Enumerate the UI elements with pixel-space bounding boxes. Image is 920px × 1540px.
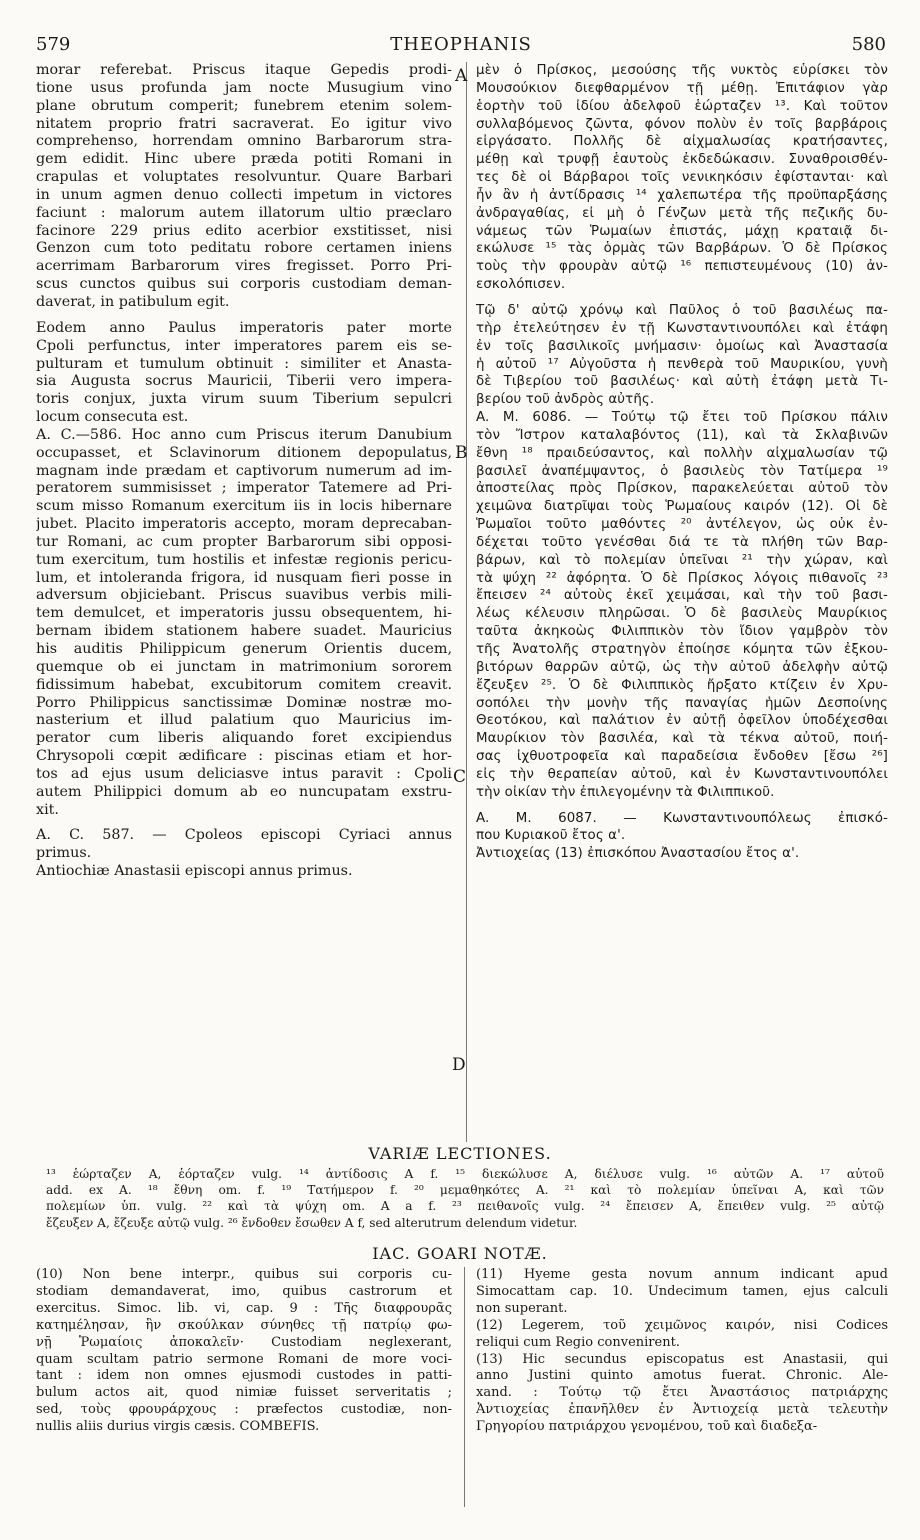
latin-text-line: scum misso Romanum exercitum iis in locis hibernare xyxy=(36,498,452,515)
latin-text-line: scus cunctos quibus sui corporis custodiam deman- xyxy=(36,276,452,293)
greek-text-line: εκώλυσε ¹⁵ τὰς ὁρμὰς τῶν Βαρβάρων. Ὁ δὲ Πρίσκος xyxy=(476,241,888,257)
note-line: stodiam demandaverat, imo, quibus castrorum et xyxy=(36,1283,452,1299)
greek-text-line: ἔθνη ¹⁸ πραιδεύσαντος, καὶ πολλὴν αἰχμαλωσίαν τῷ xyxy=(476,445,888,461)
notes-right-column xyxy=(476,1267,888,1436)
latin-text-line: toris conjux, juxta virum suum Tiberium sepulcri xyxy=(36,391,452,408)
latin-text-line: in unum agmen denuo collecti impetum in victores xyxy=(36,186,452,203)
column-divider xyxy=(466,62,467,1142)
greek-text-line: βάρων, καὶ τὸ πολεμίαν ὑπεῖναι ²¹ τὴν χώραν, καὶ xyxy=(476,552,888,568)
latin-text-line: nitatem proprio fratri sacraverat. Eo igitur vivo xyxy=(36,115,452,132)
latin-text-line: Cpoli perfunctus, inter imperatores parem eis se- xyxy=(36,337,452,354)
greek-text-line: μέθῃ καὶ τρυφῇ ἑαυτοὺς ἐκδεδώκασιν. Συναθροισθέν- xyxy=(476,152,888,168)
latin-text-line: comprehenso, horrendam omnino Barbarorum stra- xyxy=(36,133,452,150)
greek-text-line: τὴρ ἐτελεύτησεν ἐν τῇ Κωνσταντινουπόλει καὶ ἐτάφη xyxy=(476,320,888,336)
greek-text-line: νάμεως τῶν Ῥωμαίων ἐπιστάς, μάχῃ κραταιᾷ δι- xyxy=(476,223,888,239)
notes-column-divider xyxy=(464,1267,465,1507)
latin-text-line: fidissimum habebat, excubitorum comitem creavit. xyxy=(36,676,452,693)
greek-text-line: A. M. 6086. — Τούτῳ τῷ ἔτει τοῦ Πρίσκου πάλιν xyxy=(476,410,888,426)
greek-text-line: βασιλεῖ ἀναπέμψαντος, ὁ βασιλεὺς τὸν Τατίμερα ¹⁹ xyxy=(476,463,888,479)
notes-left-column xyxy=(36,1267,452,1436)
latin-text-line: occupasset, et Sclavinorum ditionem depopulatus, xyxy=(36,444,452,461)
latin-text-line: morar referebat. Priscus itaque Gepedis prodi- xyxy=(36,62,452,78)
variae-line: πολεμίων ὑπ. vulg. ²² καὶ τὰ ψύχη om. A a f. ²³ πειθανοῖς vulg. ²⁴ ἔπεισεν A, ἔπειθεν vulg. ²⁵ αὐτῷ xyxy=(46,1199,884,1214)
variae-line: ἔζευξεν A, ἔζευξε αὐτῷ vulg. ²⁶ ἔνδοθεν ἔσωθεν A f, sed alterutrum delendum videtur. xyxy=(46,1215,578,1230)
note-line: Γρηγορίου πατριάρχου γενομένου, τοῦ καὶ διαδεξα- xyxy=(476,1419,818,1435)
latin-text-line: magnam inde prædam et captivorum numerum ad im- xyxy=(36,462,452,479)
latin-text-line: Genzon cum toto peditatu robore certamen iniens xyxy=(36,240,452,257)
latin-text-line: daverat, in patibulum egit. xyxy=(36,293,230,310)
latin-text-line: peratorem summisisset ; imperator Tatemere ad Pri- xyxy=(36,480,452,497)
margin-marker-b: B xyxy=(455,443,468,463)
note-line: sed, τοὺς φρουράρχους : præfectos custodiæ, non- xyxy=(36,1402,452,1418)
note-line: xand. : Τούτῳ τῷ ἔτει Ἀναστάσιος πατριάρχης xyxy=(476,1385,888,1401)
latin-text-line: Porro Philippicus sanctissimæ Dominæ nostræ mo- xyxy=(36,694,452,711)
margin-marker-c: C xyxy=(453,767,467,787)
greek-text-line: ἔζευξεν ²⁵. Ὁ δὲ Φιλιππικὸς ἤρξατο κτίζειν ἐν Χρυ- xyxy=(476,677,888,693)
greek-text-line: μὲν ὁ Πρίσκος, μεσούσης τῆς νυκτὸς εὑρίσκει τὸν xyxy=(476,63,888,78)
latin-text-line: gem edidit. Hinc ubere præda potiti Romani in xyxy=(36,151,452,168)
latin-text-line: adversum objiciebant. Priscus suavibus verbis mili- xyxy=(36,587,452,604)
note-line: anno Justini quinto amotus fuerat. Chronic. Ale- xyxy=(476,1368,888,1384)
greek-text-line: ἡ αὐτοῦ ¹⁷ Αὐγοῦστα ἡ πενθερὰ τοῦ Μαυρικίου, γυνὴ xyxy=(476,356,888,372)
note-line: nullis aliis durius virgis cæsis. COMBEFIS. xyxy=(36,1419,320,1435)
latin-text-line: sia Augusta socrus Mauricii, Tiberii vero impera- xyxy=(36,373,452,390)
note-line: Simocattam cap. 10. Undecimum tamen, ejus calculi xyxy=(476,1283,888,1299)
latin-text-line: Antiochiæ Anastasii episcopi annus primus. xyxy=(36,863,353,880)
latin-text-line: primus. xyxy=(36,845,92,862)
note-line: (13) Hic secundus episcopatus est Anastasii, qui xyxy=(476,1351,888,1367)
running-title: THEOPHANIS xyxy=(390,34,532,55)
note-line: νῇ Ῥωμαίοις ἀποκαλεῖν· Custodiam neglexerant, xyxy=(36,1334,452,1350)
greek-text-line: τοὺς τὴν φρουρὰν αὐτῷ ¹⁶ πεπιστευμένους (10) ἀν- xyxy=(476,259,888,275)
page-header xyxy=(36,34,886,60)
latin-text-line: Eodem anno Paulus imperatoris pater morte xyxy=(36,319,452,336)
greek-text-line: σοπόλει τὴν μονὴν τῆς παναγίας ἡμῶν Δεσποίνης xyxy=(476,695,888,711)
variae-line: add. ex A. ¹⁸ ἔθνη om. f. ¹⁹ Τατήμερον f. ²⁰ μεμαθηκότες A. ²¹ καὶ τὸ πολεμίαν ὑπεῖναι A, καὶ τῶν xyxy=(46,1183,884,1198)
greek-text-line: δὲ Τιβερίου τοῦ βασιλέως· καὶ αὐτὴ ἐτάφη μετὰ Τι- xyxy=(476,374,888,390)
greek-text-line: ἔπεισεν ²⁴ αὐτοὺς ἐκεῖ χειμάσαι, καὶ τὴν τοῦ βασι- xyxy=(476,588,888,604)
latin-text-line: Chrysopoli cœpit ædificare : piscinas etiam et hor- xyxy=(36,748,452,765)
latin-text-column xyxy=(36,62,452,881)
greek-text-line: συλλαβόμενος ζῶντα, φόνον πολὺν ἐν τοῖς βαρβάροις xyxy=(476,116,888,132)
page-number-right: 580 xyxy=(851,34,886,55)
latin-text-line: nasterium et illud palatium quo Mauricius im- xyxy=(36,712,452,729)
latin-text-line: crapulas et voluptates resolvuntur. Quare Barbari xyxy=(36,169,452,186)
greek-text-line: ἐν τοῖς βασιλικοῖς μνήμασιν· ὁμοίως καὶ Ἀναστασία xyxy=(476,338,888,354)
greek-text-line: Ἀντιοχείας (13) ἐπισκόπου Ἀναστασίου ἔτος α'. xyxy=(476,846,800,862)
note-line: (11) Hyeme gesta novum annum indicant apud xyxy=(476,1267,888,1282)
latin-text-line: A. C.—586. Hoc anno cum Priscus iterum Danubium xyxy=(36,426,452,443)
greek-text-line: ἀποστείλας πρὸς Πρίσκον, παρακελεύεται αὐτοῦ τὸν xyxy=(476,481,888,497)
latin-text-line: jubet. Placito imperatoris accepto, moram deprecaban- xyxy=(36,516,452,533)
greek-text-line: ἑορτὴν τοῦ ἰδίου ἀδελφοῦ ἑώρταζεν ¹³. Καὶ τοῦτον xyxy=(476,98,888,114)
greek-text-line: βιτόρων θαρρῶν αὐτῷ, ὡς τὴν αὐτοῦ ἀδελφὴν αὐτῷ xyxy=(476,659,888,675)
greek-text-line: λέως κέλευσιν πληρῶσαι. Ὁ δὲ βασιλεὺς Μαυρίκιος xyxy=(476,606,888,622)
greek-text-line: τὸν Ἴστρον καταλαβόντος (11), καὶ τὰ Σκλαβινῶν xyxy=(476,427,888,443)
greek-text-line: A. M. 6087. — Κωνσταντινουπόλεως ἐπισκό- xyxy=(476,810,888,826)
paragraph-gap xyxy=(36,312,452,320)
note-line: exercitus. Simoc. lib. vi, cap. 9 : Τῆς διαφρουρᾶς xyxy=(36,1300,452,1316)
greek-text-line: ἦν ἂν ἡ ἀντίδρασις ¹⁴ χαλεπωτέρα τῆς προϋπαρξάσης xyxy=(476,187,888,203)
greek-text-line: εἰργάσατο. Πολλῆς δὲ αἰχμαλωσίας κρατήσαντες, xyxy=(476,134,888,150)
greek-text-line: βερίου τοῦ ἀνδρὸς αὐτῆς. xyxy=(476,392,655,408)
latin-text-line: lum, et intoleranda frigora, id nusquam fieri posse in xyxy=(36,569,452,586)
greek-text-line: τὰ ψύχη ²² ἀφόρητα. Ὁ δὲ Πρίσκος λόγοις πιθανοῖς ²³ xyxy=(476,570,888,586)
greek-text-line: που Κυριακοῦ ἔτος α'. xyxy=(476,828,626,844)
greek-text-line: τὴν οἰκίαν τὴν ἐπιλεγομένην τὰ Φιλιππικοῦ. xyxy=(476,784,775,800)
greek-text-line: τες δὲ οἱ Βάρβαροι τοῖς νενικηκόσιν ἐφίστανται· καὶ xyxy=(476,170,888,186)
paragraph-gap xyxy=(476,294,888,302)
greek-text-line: Θεοτόκου, καὶ παλάτιον ἐν αὐτῇ ὀφεῖλον ὑποδέχεσθαι xyxy=(476,713,888,729)
greek-text-line: Μαυρίκιον τὸν βασιλέα, καὶ τὰ τέκνα αὐτοῦ, ποιή- xyxy=(476,731,888,747)
latin-text-line: facinore 229 prius edito acerbior exstitisset, nisi xyxy=(36,222,452,239)
greek-text-line: Μουσούκιον διεφθαρμένον τῇ μέθῃ. Ἐπιτάφιον γὰρ xyxy=(476,80,888,96)
note-line: bulum actos ait, quod nimiæ fuisset serveritatis ; xyxy=(36,1385,452,1401)
greek-text-line: δέχεται τοῦτο γενέσθαι διά τε τὰ πλήθη τῶν Βαρ- xyxy=(476,534,888,550)
latin-text-line: plane obrutum comperit; funebrem etenim solem- xyxy=(36,97,452,114)
greek-text-line: ταῦτα ἀκηκοὼς Φιλιππικὸν τὸν ἴδιον γαμβρὸν τὸν xyxy=(476,624,888,640)
latin-text-line: locum consecuta est. xyxy=(36,409,189,426)
latin-text-line: his auditis Philippicum generum Orientis ducem, xyxy=(36,641,452,657)
greek-text-line: σας ἰχθυοτροφεῖα καὶ παραδείσια ἔνδοθεν [ἔσω ²⁶] xyxy=(476,749,888,765)
goari-notes-title: IAC. GOARI NOTÆ. xyxy=(372,1244,548,1263)
latin-text-line: perator cum liberis aliquando foret excipiendus xyxy=(36,730,452,747)
note-line: non superant. xyxy=(476,1300,568,1316)
greek-text-line: Ῥωμαῖοι τοῦτο μαθόντες ²⁰ ἀντέλεγον, ὡς οὐκ ἐν- xyxy=(476,517,888,533)
latin-text-line: tione usus profunda jam nocte Musugium vino xyxy=(36,79,452,96)
note-line: (10) Non bene interpr., quibus sui corporis cu- xyxy=(36,1267,452,1282)
margin-marker-d: D xyxy=(452,1055,466,1075)
variae-line: ¹³ ἑώρταζεν A, ἑόρταζεν vulg. ¹⁴ ἀντίδοσις A f. ¹⁵ διεκώλυσε A, διέλυσε vulg. ¹⁶ αὐτῶν A. ¹⁷ αὐτοῦ xyxy=(46,1167,884,1181)
greek-text-line: εἰς τὴν θεραπείαν αὐτοῦ, καὶ ἐν Κωνσταντινουπόλει xyxy=(476,766,888,782)
greek-text-line: Τῷ δ' αὐτῷ χρόνῳ καὶ Παῦλος ὁ τοῦ βασιλέως πα- xyxy=(476,302,888,318)
latin-text-line: autem Philippici domum ab eo nuncupatam exstru- xyxy=(36,783,452,800)
latin-text-line: quemque ob ei junctam in matrimonium sororem xyxy=(36,658,452,675)
latin-text-line: tem demulcet, et imperatoris jussu obsequentem, hi- xyxy=(36,605,452,622)
latin-text-line: pulturam et tumulum obtinuit : similiter et Anasta- xyxy=(36,355,452,372)
paragraph-gap xyxy=(476,802,888,810)
greek-text-line: τῆς Ἀνατολῆς στρατηγὸν ἐποίησε κόμητα τῶν ἐξκου- xyxy=(476,642,888,657)
greek-text-line: εσκολόπισεν. xyxy=(476,277,566,293)
latin-text-line: xit. xyxy=(36,801,59,818)
latin-text-line: faciunt : malorum autem illatorum ultio præclaro xyxy=(36,204,452,221)
note-line: κατημέλησαν, ἣν σκούλκαν σύνηθες τῇ πατρίῳ φω- xyxy=(36,1317,452,1333)
note-line: tant : idem non omnes ejusmodi custodes in patti- xyxy=(36,1368,452,1384)
latin-text-line: acerrimam Barbarorum vires fregisset. Porro Pri- xyxy=(36,258,452,275)
latin-text-line: bernam ibidem stationem habere suadet. Mauricius xyxy=(36,623,452,640)
margin-marker-a: A xyxy=(455,66,468,86)
greek-text-column xyxy=(476,62,888,863)
latin-text-line: tum exercitum, tum hostilis et infestæ regionis pericu- xyxy=(36,551,452,568)
note-line: (12) Legerem, τοῦ χειμῶνος καιρόν, nisi Codices xyxy=(476,1317,888,1333)
latin-text-line: tur Romani, ac cum propter Barbarorum sibi opposi- xyxy=(36,533,452,550)
note-line: reliqui cum Regio convenirent. xyxy=(476,1334,680,1350)
greek-text-line: ἀνδραγαθίας, εἰ μὴ ὁ Γένζων μετὰ τῆς πεζικῆς δυ- xyxy=(476,205,888,221)
variae-lectiones-block xyxy=(46,1166,884,1231)
note-line: quam scultam patrio sermone Romani de more voci- xyxy=(36,1351,452,1367)
variae-lectiones-title: VARIÆ LECTIONES. xyxy=(368,1144,552,1163)
latin-text-line: tos ad ejus usum deliciasve intus paravit : Cpoli xyxy=(36,765,452,782)
greek-text-line: χειμῶνα διατρῖψαι τοὺς Ῥωμαίους καιρόν (12). Οἱ δὲ xyxy=(476,499,888,515)
note-line: Ἀντιοχείας ἐπανῆλθεν ἐν Ἀντιοχείᾳ μετὰ τελευτὴν xyxy=(476,1402,888,1418)
paragraph-gap xyxy=(36,819,452,827)
latin-text-line: A. C. 587. — Cpoleos episcopi Cyriaci annus xyxy=(36,827,452,844)
page-number-left: 579 xyxy=(36,34,71,55)
